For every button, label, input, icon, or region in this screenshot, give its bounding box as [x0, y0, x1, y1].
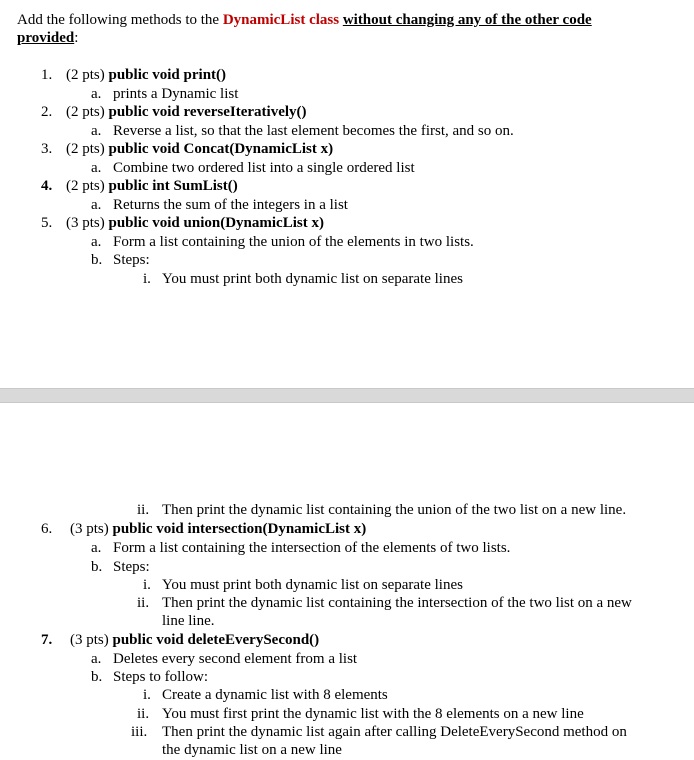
item-number: 3.: [41, 141, 53, 157]
sub-text: prints a Dynamic list: [113, 86, 239, 102]
sub-number: b.: [91, 559, 103, 575]
sub-text: Form a list containing the intersection of the elements of two lists.: [113, 540, 511, 556]
sub-number: a.: [91, 123, 102, 139]
step-text: Create a dynamic list with 8 elements: [162, 687, 388, 703]
step-number: i.: [143, 687, 151, 703]
step-number: ii.: [137, 502, 150, 518]
sub-number: a.: [91, 160, 102, 176]
method-signature: public void Concat(DynamicList x): [108, 141, 334, 157]
item-number: 7.: [41, 632, 53, 648]
sub-text: Steps:: [113, 252, 150, 268]
sub-text: Steps:: [113, 559, 150, 575]
emphasis-text: without changing any of the other code: [342, 12, 592, 28]
class-name: DynamicList class: [222, 12, 340, 28]
emphasis-text-2: provided: [17, 30, 75, 46]
method-signature: public void intersection(DynamicList x): [112, 521, 367, 537]
intro-line-1: [17, 11, 592, 29]
sub-number: a.: [91, 86, 102, 102]
step-text: You must first print the dynamic list with the 8 elements on a new line: [162, 706, 584, 722]
sub-number: a.: [91, 197, 102, 213]
method-signature: public void deleteEverySecond(): [112, 632, 320, 648]
sub-text: Form a list containing the union of the elements in two lists.: [113, 234, 474, 250]
item-1-heading: (2 pts) public void print(): [66, 67, 227, 83]
sub-number: a.: [91, 234, 102, 250]
step-text: Then print the dynamic list containing the intersection of the two list on a new: [162, 595, 632, 611]
page-break: [0, 388, 694, 403]
sub-number: a.: [91, 540, 102, 556]
sub-number: b.: [91, 252, 103, 268]
method-signature: public void reverseIteratively(): [108, 104, 307, 120]
sub-text: Steps to follow:: [113, 669, 209, 685]
item-number: 4.: [41, 178, 53, 194]
step-number: i.: [143, 577, 151, 593]
item-number: 6.: [41, 521, 53, 537]
item-3-heading: (2 pts) public void Concat(DynamicList x): [66, 141, 334, 157]
sub-text: Returns the sum of the integers in a list: [113, 197, 348, 213]
item-number: 1.: [41, 67, 53, 83]
step-text: You must print both dynamic list on separate lines: [162, 577, 463, 593]
item-2-heading: (2 pts) public void reverseIteratively(): [66, 104, 307, 120]
step-text: You must print both dynamic list on separate lines: [162, 271, 463, 287]
item-number: 2.: [41, 104, 53, 120]
method-signature: public void union(DynamicList x): [108, 215, 324, 231]
step-number: i.: [143, 271, 151, 287]
document-page-2: [0, 403, 694, 760]
step-text: Then print the dynamic list containing the union of the two list on a new line.: [162, 502, 627, 518]
sub-text: Deletes every second element from a list: [113, 651, 358, 667]
item-number: 5.: [41, 215, 53, 231]
sub-text: Combine two ordered list into a single ordered list: [113, 160, 415, 176]
item-6-heading: (3 pts) public void intersection(DynamicList x): [70, 521, 367, 537]
step-number: ii.: [137, 706, 150, 722]
item-4-heading: (2 pts) public int SumList(): [66, 178, 238, 194]
intro-line-2: provided:: [17, 30, 79, 46]
sub-number: b.: [91, 669, 103, 685]
step-number: ii.: [137, 595, 150, 611]
method-signature: public int SumList(): [108, 178, 238, 194]
step-text: Then print the dynamic list again after calling DeleteEverySecond method on: [162, 724, 627, 740]
step-text-continued: the dynamic list on a new line: [162, 742, 342, 758]
sub-text: Reverse a list, so that the last element becomes the first, and so on.: [113, 123, 514, 139]
sub-number: a.: [91, 651, 102, 667]
method-signature: public void print(): [108, 67, 227, 83]
intro-text: Add the following methods to the: [17, 12, 223, 28]
item-7-heading: (3 pts) public void deleteEverySecond(): [70, 632, 320, 648]
step-text-continued: line line.: [162, 613, 215, 629]
item-5-heading: (3 pts) public void union(DynamicList x): [66, 215, 324, 231]
step-number: iii.: [131, 724, 148, 740]
